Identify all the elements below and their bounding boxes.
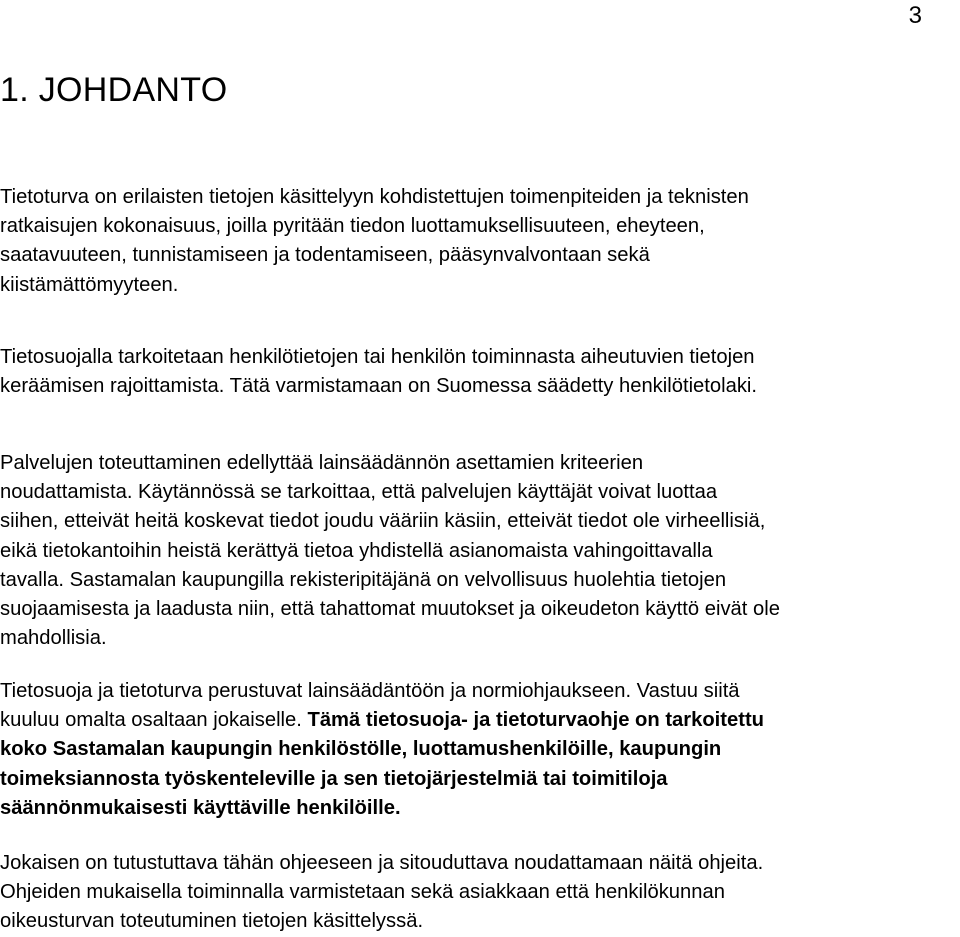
text-line-bold: koko Sastamalan kaupungin henkilöstölle, luottamushenkilöille, kaupungin [0,738,722,761]
text-line: Palvelujen toteuttaminen edellyttää lainsäädännön asettamien kriteerien [0,452,644,474]
text-line: ratkaisujen kokonaisuus, joilla pyritään tiedon luottamuksellisuuteen, eheyteen, [0,215,705,238]
text-line: eikä tietokantoihin heistä kerättyä tietoa yhdistellä asianomaista vahingoittavalla [0,539,713,562]
text-line: Tietosuoja ja tietoturva perustuvat lainsäädäntöön ja normiohjaukseen. Vastuu siitä [0,680,740,702]
text-line: Tietosuojalla tarkoitetaan henkilötietojen tai henkilön toiminnasta aiheutuvien tietojen [0,346,755,368]
text-line-bold: toimeksiannosta työskenteleville ja sen tietojärjestelmiä tai toimitiloja [0,767,668,790]
page-number: 3 [908,2,922,29]
text-line: Ohjeiden mukaisella toiminnalla varmistetaan sekä asiakkaan että henkilökunnan [0,881,725,904]
text-line: siihen, etteivät heitä koskevat tiedot joudu vääriin käsiin, etteivät tiedot ole virheellisiä, [0,510,766,533]
text-line: kiistämättömyyteen. [0,273,179,296]
text-line: suojaamisesta ja laadusta niin, että tahattomat muutokset ja oikeudeton käyttö eivät ole [0,598,780,621]
text-line-bold: säännönmukaisesti käyttäville henkilöille. [0,796,401,819]
text-line: keräämisen rajoittamista. Tätä varmistamaan on Suomessa säädetty henkilötietolaki. [0,375,758,398]
text-bold: Tämä tietosuoja- ja tietoturvaohje on tarkoitettu [307,709,765,732]
paragraph-responsibility-scope [0,677,960,823]
section-heading: 1. JOHDANTO [0,71,228,109]
text-normal: kuuluu omalta osaltaan jokaiselle. [0,709,308,732]
paragraph-information-security-definition [0,183,960,300]
text-line: mahdollisia. [0,627,107,650]
paragraph-legal-requirements [0,449,960,653]
text-line [0,706,960,735]
text-line: Tietoturva on erilaisten tietojen käsittelyyn kohdistettujen toimenpiteiden ja teknisten [0,186,749,208]
text-line: saatavuuteen, tunnistamiseen ja todentamiseen, pääsynvalvontaan sekä [0,244,650,267]
paragraph-data-protection-definition [0,343,960,401]
text-line: Jokaisen on tutustuttava tähän ohjeeseen ja sitouduttava noudattamaan näitä ohjeita. [0,852,764,874]
text-line: oikeusturvan toteutuminen tietojen käsittelyssä. [0,910,424,933]
paragraph-commitment [0,849,960,937]
text-line: noudattamista. Käytännössä se tarkoittaa, että palvelujen käyttäjät voivat luottaa [0,481,718,504]
text-line: tavalla. Sastamalan kaupungilla rekisteripitäjänä on velvollisuus huolehtia tietojen [0,568,727,591]
